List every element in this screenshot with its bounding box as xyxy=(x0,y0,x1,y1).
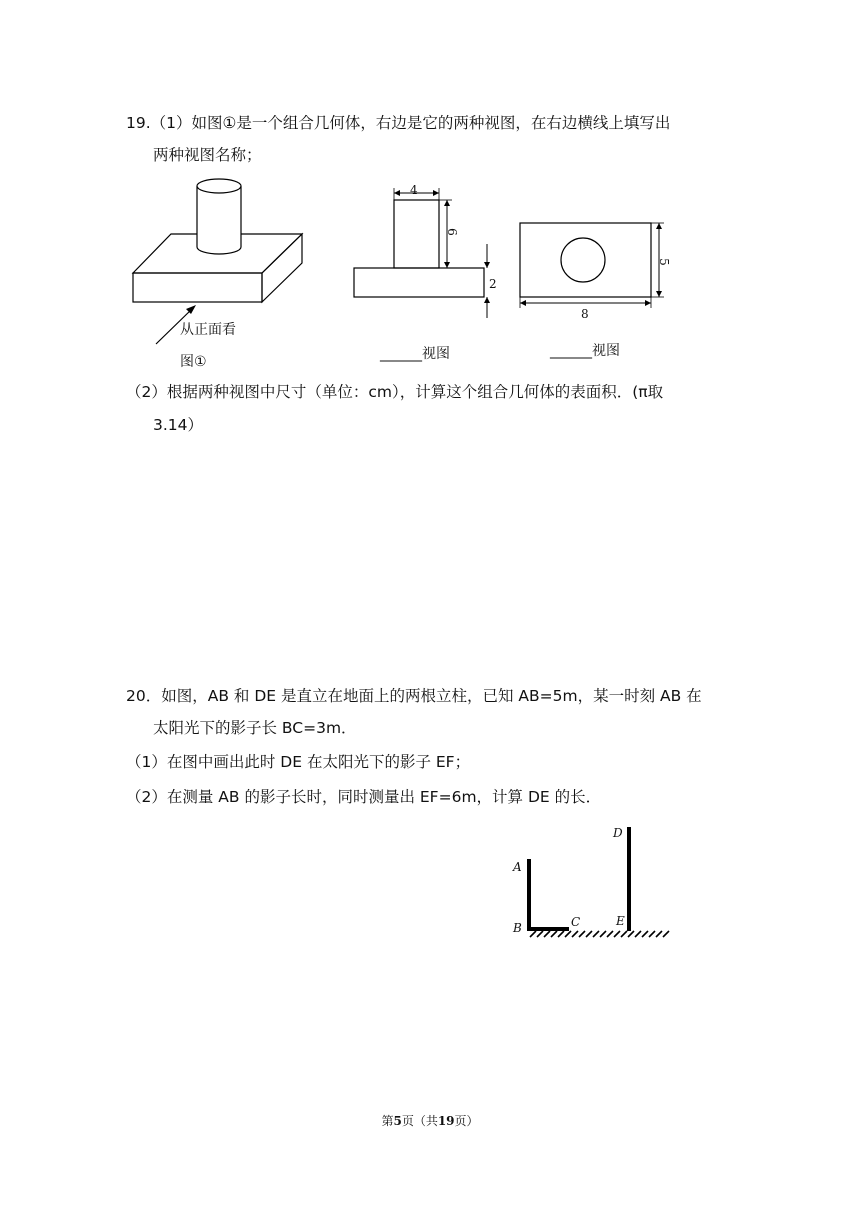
footer-middle: 页（共 xyxy=(401,1114,438,1128)
q20-line1: 20．如图，AB 和 DE 是直立在地面上的两根立柱，已知 AB=5m，某一时刻 AB 在 xyxy=(126,687,702,705)
label-d: D xyxy=(613,826,623,840)
pillar-ab xyxy=(527,859,531,931)
pillar-de xyxy=(627,827,631,931)
ground-hatch xyxy=(530,931,669,937)
q19-part2-line1: （2）根据两种视图中尺寸（单位：cm），计算这个组合几何体的表面积．(π取 xyxy=(126,383,664,401)
label-a: A xyxy=(513,860,522,874)
label-e: E xyxy=(616,914,625,928)
front-view-suffix: 视图 xyxy=(422,346,450,362)
footer-suffix: 页） xyxy=(454,1114,479,1128)
label-b: B xyxy=(513,921,522,935)
q19-line1: 19.（1）如图①是一个组合几何体，右边是它的两种视图，在右边横线上填写出 xyxy=(126,114,671,132)
q19-line2: 两种视图名称； xyxy=(153,146,262,164)
dim-6-label: 6 xyxy=(444,228,459,236)
q20-part2: （2）在测量 AB 的影子长时，同时测量出 EF=6m，计算 DE 的长． xyxy=(126,788,602,806)
front-view-underline: ______ xyxy=(380,346,422,362)
dim-2-label: 2 xyxy=(489,277,497,291)
dim-5-label: 5 xyxy=(656,258,671,266)
shadow-bc xyxy=(527,927,569,931)
page-footer xyxy=(0,1112,860,1129)
dim-4-label: 4 xyxy=(410,183,418,197)
q20-part1: （1）在图中画出此时 DE 在太阳光下的影子 EF； xyxy=(126,753,471,771)
top-view-suffix: 视图 xyxy=(592,343,620,359)
figure-1-label: 图① xyxy=(180,354,207,370)
label-c: C xyxy=(571,915,581,929)
footer-prefix: 第 xyxy=(381,1114,394,1128)
q20-line2: 太阳光下的影子长 BC=3m． xyxy=(153,719,357,737)
footer-total: 19 xyxy=(437,1114,455,1128)
footer-page: 5 xyxy=(393,1114,402,1128)
q19-part2-line2: 3.14） xyxy=(153,416,204,434)
arrow-label: 从正面看 xyxy=(180,322,236,338)
top-view-underline: ______ xyxy=(550,343,592,359)
dim-8-label: 8 xyxy=(581,307,589,321)
